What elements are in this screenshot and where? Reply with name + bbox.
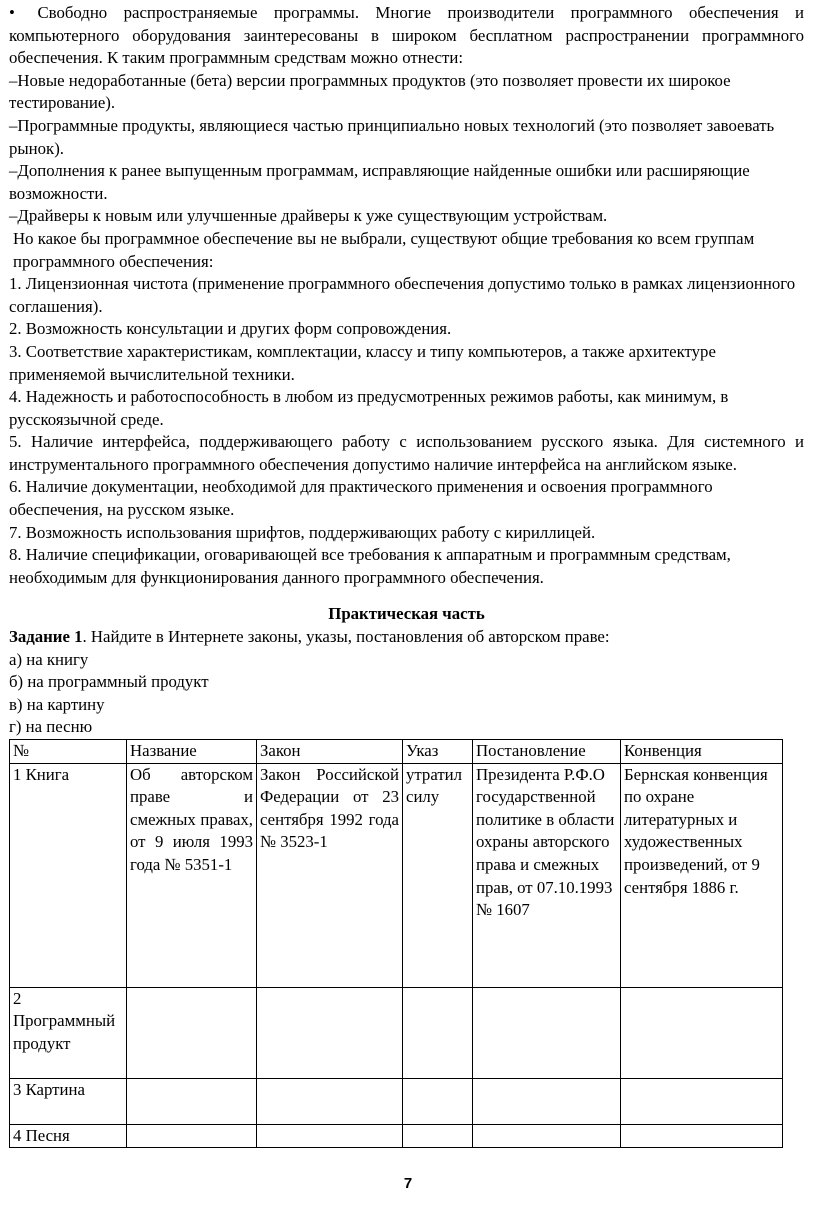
table-cell: утратил силу <box>403 763 473 987</box>
table-cell <box>403 1124 473 1148</box>
table-cell <box>403 987 473 1078</box>
header-number: № <box>10 740 127 764</box>
requirement-6: 6. Наличие документации, необходимой для практического применения и освоения программного обеспечения, на русском языке. <box>9 477 713 520</box>
table-cell: 1 Книга <box>10 763 127 987</box>
table-cell <box>473 1124 621 1148</box>
document-page <box>9 2 804 1148</box>
dash-item-new-tech: –Программные продукты, являющиеся частью принципиально новых технологий (это позволяет завоевать рынок). <box>9 115 775 158</box>
table-cell <box>473 1078 621 1124</box>
table-cell <box>127 987 257 1078</box>
table-cell: Об авторском праве и смежных правах, от 9 июля 1993 года № 5351-1 <box>127 763 257 987</box>
copyright-table <box>9 739 783 1148</box>
header-decree: Указ <box>403 740 473 764</box>
requirement-8: 8. Наличие спецификации, оговаривающей все требования к аппаратным и программным средствам, необходимым для функционирования данного программного обеспечения. <box>9 545 731 587</box>
header-convention: Конвенция <box>621 740 783 764</box>
table-row <box>10 987 783 1078</box>
dash-item-beta: –Новые недоработанные (бета) версии программных продуктов (это позволяет провести их широкое тестирование). <box>9 70 731 113</box>
table-cell <box>257 987 403 1078</box>
table-cell: 3 Картина <box>10 1078 127 1124</box>
table-cell <box>621 1124 783 1148</box>
table-cell: Президента Р.Ф.О государственной политике в области охраны авторского права и смежных прав, от 07.10.1993 № 1607 <box>473 763 621 987</box>
requirement-1: 1. Лицензионная чистота (применение программного обеспечения допустимо только в рамках лицензионного соглашения). <box>9 274 796 316</box>
task-1 <box>9 626 804 649</box>
requirement-2: 2. Возможность консультации и других форм сопровождения. <box>9 319 452 339</box>
requirement-4: 4. Надежность и работоспособность в любом из предусмотренных режимов работы, как минимум, в русскоязычной среде. <box>9 387 729 429</box>
table-row <box>10 763 783 987</box>
header-name: Название <box>127 740 257 764</box>
table-cell <box>403 1078 473 1124</box>
paragraph-free-software <box>9 2 804 70</box>
table-cell <box>257 1078 403 1124</box>
table-cell <box>621 1078 783 1124</box>
table-header-row <box>10 740 783 764</box>
table-cell: Закон Российской Федерации от 23 сентября 1992 года № 3523-1 <box>257 763 403 987</box>
task-item-b: б) на программный продукт <box>9 672 209 692</box>
table-cell: Бернская конвенция по охране литературных и художественных произведений, от 9 сентября 1886 г. <box>621 763 783 987</box>
header-law: Закон <box>257 740 403 764</box>
paragraph-requirements-intro: Но какое бы программное обеспечение вы не выбрали, существуют общие требования ко всем группам программного обеспечения: <box>13 228 755 271</box>
requirement-7: 7. Возможность использования шрифтов, поддерживающих работу с кириллицей. <box>9 522 596 542</box>
requirement-3: 3. Соответствие характеристикам, комплектации, классу и типу компьютеров, а также архитектуре применяемой вычислительной техники. <box>9 341 716 384</box>
requirement-5: 5. Наличие интерфейса, поддерживающего работу с использованием русского языка. Для системного и инструментального программного обеспечения допустимо наличие интерфейса на английском языке. <box>9 432 804 474</box>
free-software-text: Свободно распространяемые программы. Многие производители программного обеспечения и компьютерного оборудования заинтересованы в широком бесплатном распространении программного обеспечения. К таким программным средствам можно отнести: <box>9 3 805 68</box>
table-cell <box>621 987 783 1078</box>
task-text: . Найдите в Интернете законы, указы, постановления об авторском праве: <box>82 627 610 647</box>
task-label: Задание 1 <box>9 627 83 647</box>
page-number: 7 <box>403 1175 413 1192</box>
table-cell <box>127 1078 257 1124</box>
table-cell <box>127 1124 257 1148</box>
table-cell <box>473 987 621 1078</box>
table-cell: 2 Программный продукт <box>10 987 127 1078</box>
table-row <box>10 1124 783 1148</box>
bullet-icon: • <box>9 3 15 22</box>
table-row <box>10 1078 783 1124</box>
section-heading: Практическая часть <box>328 604 485 624</box>
header-resolution: Постановление <box>473 740 621 764</box>
table-cell <box>257 1124 403 1148</box>
table-cell: 4 Песня <box>10 1124 127 1148</box>
task-item-c: в) на картину <box>9 694 105 714</box>
dash-item-addons: –Дополнения к ранее выпущенным программам, исправляющие найденные ошибки или расширяющие возможности. <box>9 161 750 203</box>
dash-item-drivers: –Драйверы к новым или улучшенные драйверы к уже существующим устройствам. <box>9 206 608 226</box>
task-item-a: а) на книгу <box>9 649 89 669</box>
task-item-d: г) на песню <box>9 717 93 737</box>
